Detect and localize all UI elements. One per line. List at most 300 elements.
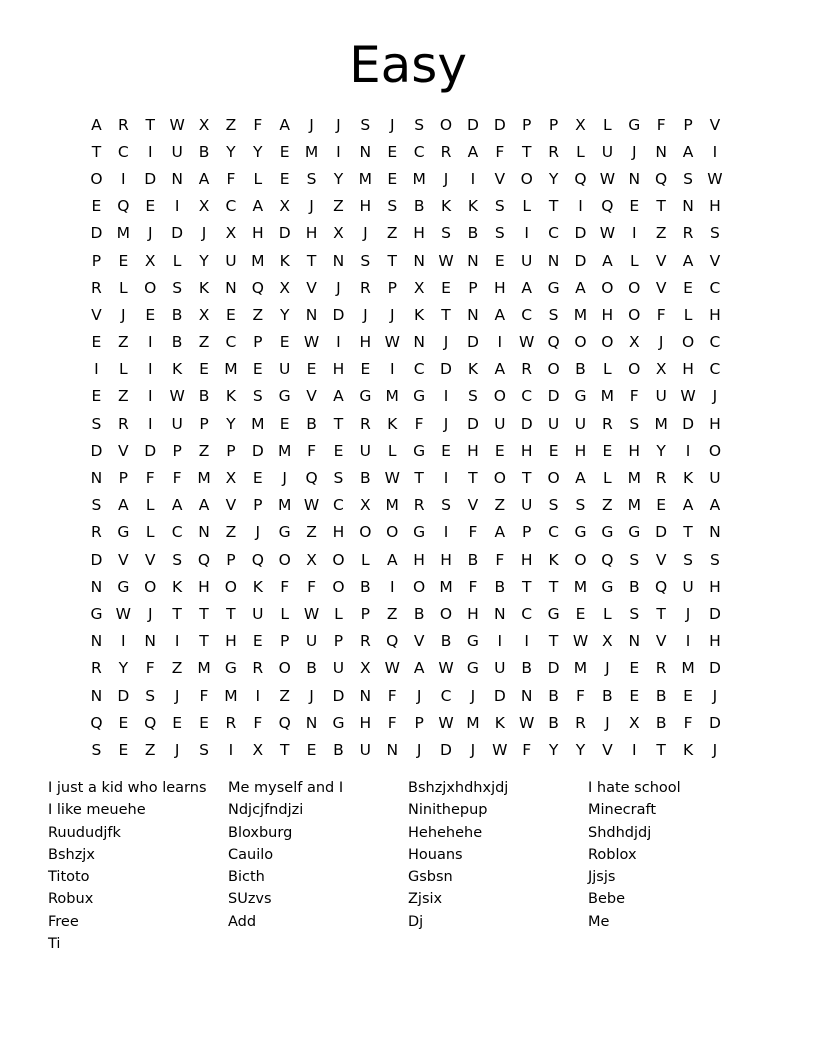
grid-letter: P — [253, 496, 263, 515]
grid-row — [83, 410, 728, 437]
grid-letter: A — [602, 251, 613, 270]
grid-letter: D — [171, 224, 184, 243]
grid-letter: L — [172, 251, 182, 270]
grid-letter: K — [467, 197, 478, 216]
grid-letter: L — [629, 251, 639, 270]
grid-letter: G — [574, 523, 587, 542]
grid-letter: O — [224, 577, 237, 596]
grid-letter: Y — [118, 659, 129, 678]
grid-letter: T — [468, 469, 478, 488]
grid-letter: W — [438, 713, 454, 732]
grid-letter: E — [91, 387, 102, 406]
grid-letter: U — [171, 414, 183, 433]
grid-letter: Y — [226, 142, 236, 161]
grid-letter: I — [336, 142, 341, 161]
grid-letter: T — [199, 604, 209, 623]
grid-letter: F — [468, 577, 478, 596]
grid-letter: E — [118, 251, 129, 270]
grid-letter: P — [226, 550, 236, 569]
grid-letter: I — [578, 197, 583, 216]
word-list-item — [588, 933, 768, 955]
grid-letter: W — [492, 740, 508, 759]
grid-letter: F — [495, 142, 505, 161]
grid-letter: N — [144, 632, 157, 651]
grid-letter: V — [494, 169, 506, 188]
grid-letter: C — [171, 523, 183, 542]
grid-letter: J — [174, 686, 180, 705]
grid-letter: P — [522, 115, 532, 134]
grid-letter: B — [521, 659, 533, 678]
grid-letter: L — [334, 604, 343, 623]
grid-letter: O — [439, 115, 453, 134]
grid-letter: K — [252, 577, 263, 596]
grid-letter: O — [681, 333, 695, 352]
word-list-item: I like meuehe — [48, 802, 146, 819]
grid-letter: N — [171, 169, 183, 188]
grid-letter: S — [629, 414, 640, 433]
grid-letter: Q — [90, 713, 103, 732]
grid-letter: E — [629, 659, 640, 678]
grid-letter: F — [656, 305, 666, 324]
grid-letter: G — [601, 523, 614, 542]
grid-letter: M — [412, 169, 426, 188]
grid-letter: R — [91, 523, 102, 542]
grid-letter: F — [387, 713, 397, 732]
grid-letter: Z — [144, 740, 156, 759]
grid-letter: X — [144, 251, 156, 270]
grid-letter: F — [307, 577, 317, 596]
grid-letter: O — [601, 278, 614, 297]
grid-letter: G — [332, 713, 345, 732]
grid-letter: P — [548, 115, 559, 134]
grid-letter: J — [685, 604, 691, 623]
grid-letter: V — [655, 278, 667, 297]
grid-letter: S — [710, 550, 720, 569]
grid-letter: Q — [386, 632, 399, 651]
grid-letter: V — [144, 550, 156, 569]
grid-letter: E — [172, 713, 183, 732]
grid-letter: C — [521, 305, 533, 324]
grid-letter: G — [547, 604, 560, 623]
grid-letter: W — [572, 632, 589, 651]
grid-letter: I — [147, 360, 153, 379]
grid-letter: O — [574, 333, 587, 352]
grid-letter: X — [279, 197, 290, 216]
grid-letter: L — [603, 360, 612, 379]
grid-letter: S — [441, 224, 451, 243]
grid-letter: D — [655, 523, 668, 542]
grid-letter: T — [521, 469, 532, 488]
grid-letter: M — [251, 414, 265, 433]
word-list-item: Ninithepup — [408, 802, 488, 819]
grid-letter: G — [413, 441, 426, 460]
grid-letter: Q — [251, 278, 264, 297]
grid-letter: J — [470, 686, 476, 705]
grid-letter: L — [145, 523, 155, 542]
grid-letter: I — [497, 632, 503, 651]
grid-letter: D — [278, 224, 291, 243]
grid-letter: K — [682, 740, 694, 759]
grid-letter: D — [144, 169, 157, 188]
grid-letter: T — [172, 604, 182, 623]
grid-letter: G — [90, 604, 103, 623]
grid-letter: W — [707, 169, 723, 188]
grid-letter: W — [303, 333, 320, 352]
grid-letter: Z — [252, 305, 264, 324]
grid-letter: A — [682, 251, 694, 270]
grid-letter: S — [467, 387, 478, 406]
grid-letter: D — [547, 659, 560, 678]
grid-letter: N — [305, 713, 318, 732]
grid-letter: V — [118, 550, 129, 569]
grid-letter: L — [683, 305, 693, 324]
grid-letter: U — [521, 251, 533, 270]
grid-letter: B — [360, 469, 371, 488]
grid-letter: X — [306, 550, 317, 569]
grid-letter: J — [443, 333, 449, 352]
grid-row — [83, 383, 728, 410]
grid-letter: D — [682, 414, 694, 433]
grid-letter: A — [171, 496, 183, 515]
grid-letter: Q — [655, 577, 668, 596]
grid-letter: R — [117, 414, 129, 433]
grid-letter: N — [709, 523, 721, 542]
grid-letter: A — [333, 387, 344, 406]
grid-letter: A — [386, 550, 398, 569]
grid-letter: H — [493, 278, 506, 297]
grid-letter: Z — [655, 224, 667, 243]
grid-letter: J — [255, 523, 261, 542]
grid-letter: X — [360, 496, 371, 515]
grid-letter: K — [682, 469, 694, 488]
grid-letter: Z — [225, 523, 237, 542]
grid-letter: I — [147, 387, 153, 406]
grid-letter: W — [599, 224, 616, 243]
grid-letter: N — [198, 523, 210, 542]
grid-row — [83, 736, 728, 763]
grid-letter: N — [90, 686, 103, 705]
grid-letter: B — [306, 414, 317, 433]
grid-letter: F — [280, 577, 290, 596]
grid-letter: F — [145, 659, 155, 678]
grid-letter: I — [174, 632, 180, 651]
grid-letter: S — [199, 740, 209, 759]
grid-letter: D — [90, 550, 103, 569]
grid-letter: I — [443, 523, 449, 542]
grid-letter: A — [494, 523, 506, 542]
grid-letter: J — [336, 115, 341, 134]
grid-letter: Z — [494, 496, 506, 515]
grid-letter: Y — [548, 169, 559, 188]
grid-letter: G — [117, 523, 130, 542]
grid-letter: I — [94, 360, 99, 379]
grid-row — [83, 492, 728, 519]
grid-letter: R — [359, 278, 371, 297]
grid-letter: I — [712, 142, 718, 161]
grid-letter: X — [225, 469, 237, 488]
grid-letter: S — [710, 224, 720, 243]
word-list-item: Free — [48, 913, 79, 930]
grid-letter: H — [225, 632, 237, 651]
grid-letter: J — [470, 740, 476, 759]
grid-letter: P — [226, 441, 236, 460]
grid-letter: B — [548, 713, 559, 732]
grid-letter: X — [360, 659, 371, 678]
grid-letter: E — [494, 441, 505, 460]
grid-letter: W — [384, 333, 400, 352]
grid-letter: M — [385, 387, 399, 406]
grid-letter: A — [494, 305, 506, 324]
grid-letter: L — [119, 278, 128, 297]
grid-letter: J — [712, 387, 718, 406]
grid-letter: F — [629, 387, 639, 406]
grid-letter: O — [278, 659, 291, 678]
grid-letter: C — [413, 360, 425, 379]
grid-letter: F — [253, 115, 263, 134]
grid-letter: B — [655, 713, 667, 732]
grid-letter: I — [121, 632, 126, 651]
grid-letter: H — [520, 550, 533, 569]
grid-letter: T — [145, 115, 155, 134]
grid-letter: V — [709, 115, 721, 134]
grid-letter: H — [413, 224, 425, 243]
grid-letter: E — [199, 360, 209, 379]
grid-letter: T — [548, 632, 559, 651]
grid-letter: O — [628, 305, 641, 324]
grid-letter: F — [226, 169, 236, 188]
grid-letter: J — [309, 197, 314, 216]
grid-letter: J — [712, 686, 718, 705]
grid-letter: H — [682, 360, 694, 379]
grid-row — [83, 655, 728, 682]
grid-letter: V — [225, 496, 237, 515]
grid-letter: H — [709, 632, 721, 651]
grid-letter: J — [389, 305, 395, 324]
grid-row — [83, 220, 728, 247]
grid-letter: B — [467, 550, 479, 569]
grid-letter: G — [278, 387, 291, 406]
grid-letter: I — [631, 224, 637, 243]
grid-letter: A — [575, 278, 586, 297]
grid-letter: L — [522, 197, 532, 216]
grid-letter: U — [521, 496, 533, 515]
grid-letter: S — [683, 550, 693, 569]
grid-letter: D — [708, 604, 721, 623]
grid-letter: A — [252, 197, 264, 216]
grid-letter: J — [363, 224, 368, 243]
grid-letter: E — [360, 360, 371, 379]
grid-letter: M — [627, 496, 641, 515]
grid-letter: C — [521, 387, 533, 406]
grid-letter: K — [172, 360, 183, 379]
grid-letter: J — [309, 686, 314, 705]
grid-letter: C — [521, 604, 533, 623]
grid-row — [83, 600, 728, 627]
grid-letter: C — [117, 142, 129, 161]
grid-letter: S — [145, 686, 156, 705]
grid-letter: Y — [333, 169, 344, 188]
grid-letter: N — [305, 305, 318, 324]
grid-letter: C — [440, 686, 452, 705]
grid-letter: G — [628, 523, 641, 542]
grid-letter: G — [601, 577, 614, 596]
grid-letter: E — [306, 360, 317, 379]
grid-letter: H — [251, 224, 264, 243]
grid-letter: M — [385, 496, 399, 515]
grid-letter: P — [91, 251, 102, 270]
grid-letter: C — [413, 142, 425, 161]
grid-letter: P — [280, 632, 290, 651]
grid-letter: E — [602, 441, 613, 460]
grid-letter: N — [655, 142, 667, 161]
grid-letter: O — [278, 550, 291, 569]
grid-letter: O — [547, 360, 560, 379]
grid-letter: O — [547, 469, 560, 488]
grid-letter: X — [198, 115, 210, 134]
grid-letter: S — [548, 305, 559, 324]
grid-letter: Y — [253, 142, 263, 161]
grid-letter: F — [522, 740, 532, 759]
grid-letter: O — [708, 441, 722, 460]
word-list-item: I hate school — [588, 780, 681, 796]
grid-letter: S — [629, 604, 640, 623]
grid-letter: W — [680, 387, 696, 406]
grid-letter: F — [199, 686, 209, 705]
grid-letter: W — [384, 659, 400, 678]
grid-letter: W — [169, 115, 185, 134]
grid-letter: E — [683, 278, 693, 297]
grid-letter: S — [172, 550, 183, 569]
grid-letter: C — [225, 333, 237, 352]
grid-letter: B — [602, 686, 613, 705]
grid-letter: T — [306, 251, 317, 270]
grid-letter: K — [414, 305, 425, 324]
grid-letter: J — [147, 224, 153, 243]
grid-letter: I — [255, 686, 261, 705]
grid-letter: A — [709, 496, 721, 515]
grid-letter: B — [171, 333, 183, 352]
grid-letter: U — [225, 251, 237, 270]
grid-letter: I — [147, 142, 153, 161]
grid-letter: J — [631, 142, 637, 161]
grid-letter: W — [303, 496, 320, 515]
grid-letter: E — [118, 740, 129, 759]
word-list-item: Titoto — [48, 869, 90, 886]
grid-letter: N — [225, 278, 237, 297]
grid-letter: Q — [601, 197, 614, 216]
grid-letter: M — [224, 686, 238, 705]
grid-letter: B — [548, 686, 559, 705]
grid-letter: M — [251, 251, 265, 270]
grid-letter: B — [198, 387, 210, 406]
grid-letter: O — [574, 550, 587, 569]
grid-letter: U — [682, 577, 694, 596]
grid-letter: I — [685, 441, 691, 460]
word-list-item: Hehehehe — [408, 824, 483, 841]
grid-letter: O — [493, 387, 506, 406]
grid-letter: I — [470, 169, 476, 188]
grid-letter: R — [548, 142, 559, 161]
grid-letter: K — [467, 360, 478, 379]
grid-letter: Z — [602, 496, 613, 515]
grid-letter: Y — [279, 305, 290, 324]
grid-row — [83, 356, 728, 383]
grid-row — [83, 329, 728, 356]
grid-letter: R — [91, 278, 102, 297]
grid-letter: X — [655, 360, 667, 379]
grid-letter: R — [413, 496, 425, 515]
grid-letter: T — [548, 577, 559, 596]
grid-letter: J — [389, 115, 395, 134]
grid-letter: D — [520, 414, 533, 433]
grid-letter: Z — [198, 333, 210, 352]
grid-letter: M — [304, 142, 319, 161]
grid-letter: O — [413, 577, 426, 596]
grid-letter: D — [144, 441, 157, 460]
grid-letter: G — [359, 387, 372, 406]
grid-letter: U — [305, 632, 318, 651]
grid-letter: M — [277, 496, 292, 515]
grid-letter: J — [282, 469, 287, 488]
grid-letter: M — [224, 360, 238, 379]
grid-letter: W — [169, 387, 185, 406]
grid-letter: P — [414, 713, 424, 732]
grid-letter: B — [171, 305, 183, 324]
grid-letter: Q — [251, 550, 264, 569]
grid-row — [83, 464, 728, 491]
grid-letter: Q — [278, 713, 291, 732]
grid-letter: M — [116, 224, 131, 243]
grid-letter: R — [252, 659, 264, 678]
grid-letter: T — [548, 197, 559, 216]
grid-letter: E — [306, 740, 317, 759]
grid-row — [83, 709, 728, 736]
grid-letter: U — [547, 414, 560, 433]
grid-letter: M — [627, 469, 641, 488]
grid-letter: S — [333, 469, 344, 488]
grid-letter: N — [413, 333, 425, 352]
grid-letter: F — [468, 523, 478, 542]
grid-row — [83, 546, 728, 573]
word-list-item: Ti — [48, 936, 61, 953]
grid-letter: S — [172, 278, 183, 297]
grid-letter: Q — [547, 333, 560, 352]
grid-letter: R — [359, 632, 371, 651]
grid-letter: V — [306, 278, 317, 297]
grid-letter: X — [198, 197, 210, 216]
grid-letter: X — [279, 278, 290, 297]
grid-row — [83, 301, 728, 328]
word-list-item: Bshzjx — [48, 846, 95, 863]
grid-letter: K — [172, 577, 183, 596]
grid-letter: X — [628, 713, 640, 732]
grid-letter: N — [628, 169, 641, 188]
grid-letter: X — [225, 224, 237, 243]
grid-letter: N — [332, 251, 345, 270]
grid-letter: P — [333, 632, 344, 651]
grid-letter: O — [332, 550, 345, 569]
grid-letter: I — [389, 360, 395, 379]
grid-letter: L — [119, 360, 128, 379]
grid-letter: M — [439, 577, 453, 596]
grid-letter: E — [548, 441, 559, 460]
grid-letter: S — [91, 414, 102, 433]
word-list-item: Ndjcjfndjzi — [228, 802, 304, 819]
grid-row — [83, 573, 728, 600]
grid-letter: V — [602, 740, 613, 759]
grid-letter: C — [709, 360, 721, 379]
grid-letter: F — [387, 686, 397, 705]
